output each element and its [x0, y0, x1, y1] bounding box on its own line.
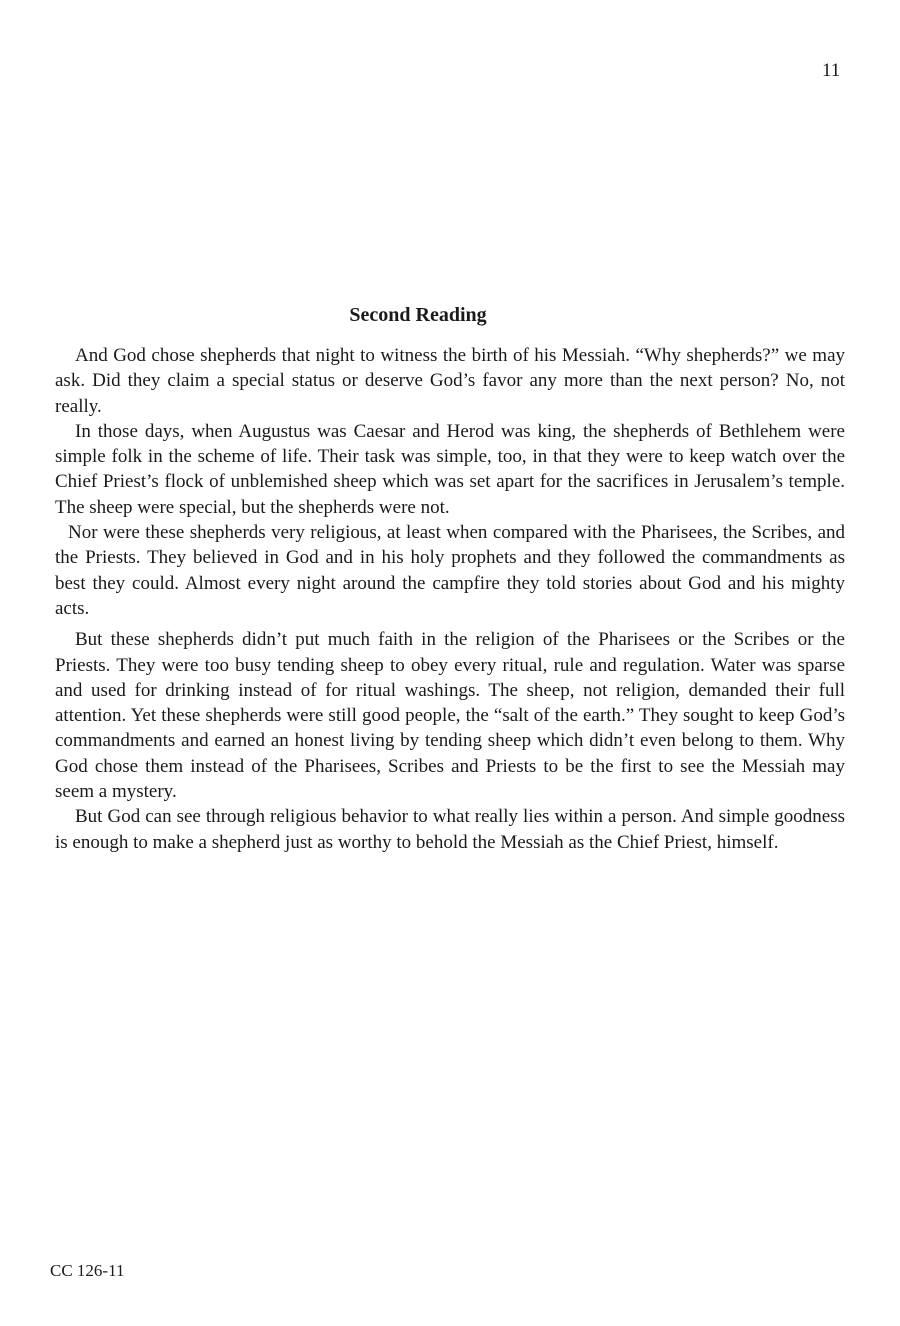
footer-code: CC 126-11 [50, 1261, 125, 1280]
paragraph-2: In those days, when Augustus was Caesar and Herod was king, the shepherds of Bethlehem were simple folk in the scheme of life. Their task was simple, too, in that they were to keep watch over the Chief Priest’s flock of unblemished sheep which was set apart for the sacrifices in Jerusalem’s temple. The sheep were special, but the shepherds were not. [55, 420, 845, 518]
paragraph-5: But God can see through religious behavior to what really lies within a person. And simple goodness is enough to make a shepherd just as worthy to behold the Messiah as the Chief Priest, himself. [55, 806, 845, 853]
section-title: Second Reading [349, 304, 487, 326]
paragraph-3: Nor were these shepherds very religious, at least when compared with the Pharisees, the Scribes, and the Priests. They believed in God and in his holy prophets and they followed the commandments as best they could. Almost every night around the campfire they told stories about God and his mighty acts. [55, 522, 845, 619]
page-number: 11 [822, 60, 841, 81]
reading-body [55, 343, 845, 855]
paragraph-1: And God chose shepherds that night to witness the birth of his Messiah. “Why shepherds?” we may ask. Did they claim a special status or deserve God’s favor any more than the next person? No, not really. [55, 345, 845, 417]
paragraph-4: But these shepherds didn’t put much faith in the religion of the Pharisees or the Scribes or the Priests. They were too busy tending sheep to obey every ritual, rule and regulation. Water was sparse and used for drinking instead of for ritual washings. The sheep, not religion, demanded their full attention. Yet these shepherds were still good people, the “salt of the earth.” They sought to keep God’s commandments and earned an honest living by tending sheep which didn’t even belong to them. Why God chose them instead of the Pharisees, Scribes and Priests to be the first to see the Messiah may seem a mystery. [55, 629, 845, 803]
